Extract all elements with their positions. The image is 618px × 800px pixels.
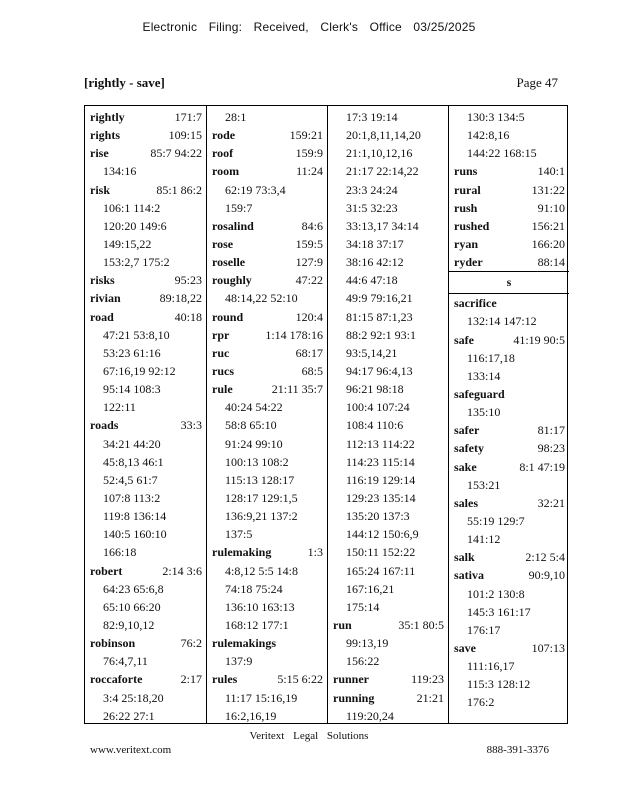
page-line-refs: 32:21 xyxy=(537,495,565,510)
page-line-refs xyxy=(559,385,565,403)
page-line-refs: 91:10 xyxy=(537,200,565,215)
index-term: rights xyxy=(90,128,120,143)
page-line-refs: 89:18,22 xyxy=(159,291,202,306)
page-line-refs-continued: 95:14 108:3 xyxy=(103,382,161,397)
page-line-refs-continued: 141:12 xyxy=(467,532,501,547)
page-line-refs-continued: 40:24 54:22 xyxy=(225,400,283,415)
page-line-refs-continued: 44:6 47:18 xyxy=(346,273,398,288)
index-term: rush xyxy=(454,200,478,215)
page-line-refs-continued: 4:8,12 5:5 14:8 xyxy=(225,563,299,578)
index-entry xyxy=(449,294,569,312)
index-entry xyxy=(207,144,327,162)
index-column-1 xyxy=(85,106,206,723)
page-line-refs: 33:3 xyxy=(180,418,202,433)
index-term: sake xyxy=(454,459,477,474)
page-line-refs-continued: 55:19 129:7 xyxy=(467,513,525,528)
page-line-refs: 21:11 35:7 xyxy=(271,382,323,397)
index-term: ruc xyxy=(212,345,230,360)
index-term: run xyxy=(333,617,352,632)
index-term: rose xyxy=(212,236,234,251)
page-line-refs-continued: 88:2 92:1 93:1 xyxy=(346,327,417,342)
index-term: rules xyxy=(212,672,238,687)
index-term: safeguard xyxy=(454,386,505,401)
page-line-refs-continued: 100:4 107:24 xyxy=(346,400,410,415)
page-line-refs xyxy=(317,634,323,652)
index-entry xyxy=(85,108,206,126)
page-line-refs-continued: 26:22 27:1 xyxy=(103,708,155,723)
page-line-refs-continued: 16:2,16,19 xyxy=(225,708,277,723)
index-entry xyxy=(85,562,206,580)
index-entry xyxy=(207,326,327,344)
page-line-refs: 127:9 xyxy=(295,255,323,270)
index-term: robert xyxy=(90,563,123,578)
index-term: rise xyxy=(90,146,109,161)
page-line-refs: 166:20 xyxy=(531,236,565,251)
index-entry xyxy=(85,308,206,326)
page-line-refs-continued: 111:16,17 xyxy=(467,659,515,674)
index-entry xyxy=(85,181,206,199)
page-line-refs-continued: 134:16 xyxy=(103,164,137,179)
page-line-refs-continued: 176:2 xyxy=(467,695,495,710)
page-line-refs-continued: 132:14 147:12 xyxy=(467,314,537,329)
page-line-refs: 98:23 xyxy=(537,441,565,456)
index-term: roselle xyxy=(212,255,246,270)
page-line-refs-continued: 28:1 xyxy=(225,110,247,124)
index-column-4 xyxy=(448,106,569,723)
page-line-refs-continued: 115:3 128:12 xyxy=(467,677,531,692)
page-line-refs-continued: 64:23 65:6,8 xyxy=(103,581,164,596)
page-line-refs-continued: 20:1,8,11,14,20 xyxy=(346,128,421,143)
page-line-refs: 159:5 xyxy=(295,236,323,251)
page-line-refs-continued: 53:23 61:16 xyxy=(103,345,161,360)
index-entry xyxy=(449,253,569,271)
page-line-refs: 159:9 xyxy=(295,146,323,161)
page-line-refs: 140:1 xyxy=(537,164,565,179)
page-line-refs-continued: 38:16 42:12 xyxy=(346,255,404,270)
index-entry xyxy=(85,289,206,307)
page-line-refs: 107:13 xyxy=(531,640,565,655)
page-line-refs-continued: 49:9 79:16,21 xyxy=(346,291,413,306)
index-term: roads xyxy=(90,418,119,433)
index-term: safety xyxy=(454,441,484,456)
index-entry xyxy=(85,670,206,688)
page-line-refs: 35:1 80:5 xyxy=(398,617,444,632)
page-line-refs-continued: 159:7 xyxy=(225,200,253,215)
page-line-refs-continued: 100:13 108:2 xyxy=(225,454,289,469)
footer-phone: 888-391-3376 xyxy=(486,744,549,756)
page-line-refs-continued: 91:24 99:10 xyxy=(225,436,283,451)
page-line-refs-continued: 168:12 177:1 xyxy=(225,617,289,632)
page-line-refs-continued: 107:8 113:2 xyxy=(103,490,161,505)
page-line-refs-continued: 93:5,14,21 xyxy=(346,345,398,360)
page-line-refs-continued: 120:20 149:6 xyxy=(103,218,167,233)
page-line-refs: 40:18 xyxy=(174,309,202,324)
page-line-refs-continued: 67:16,19 92:12 xyxy=(103,363,176,378)
page-line-refs-continued: 106:1 114:2 xyxy=(103,200,161,215)
page-line-refs-continued: 136:9,21 137:2 xyxy=(225,509,298,524)
page-line-refs: 8:1 47:19 xyxy=(519,459,565,474)
page-line-refs-continued: 11:17 15:16,19 xyxy=(225,690,298,705)
page-number: Page 47 xyxy=(516,75,558,90)
page-line-refs-continued: 76:4,7,11 xyxy=(103,654,148,669)
section-letter: s xyxy=(449,271,569,294)
index-entry xyxy=(328,670,448,688)
index-entry xyxy=(207,634,327,652)
footer-company: Veritext Legal Solutions xyxy=(249,730,369,742)
page-line-refs-continued: 21:17 22:14,22 xyxy=(346,164,419,179)
page-line-refs-continued: 33:13,17 34:14 xyxy=(346,218,419,233)
index-entry xyxy=(85,126,206,144)
page-line-refs: 1:3 xyxy=(307,545,323,560)
page-line-refs-continued: 122:11 xyxy=(103,400,136,415)
page-line-refs-continued: 137:9 xyxy=(225,654,253,669)
page-line-refs: 2:12 5:4 xyxy=(525,550,565,565)
page-line-refs: 85:1 86:2 xyxy=(156,182,202,197)
page-line-refs: 120:4 xyxy=(295,309,323,324)
index-entry xyxy=(449,162,569,180)
page-line-refs-continued: 108:4 110:6 xyxy=(346,418,404,433)
page-line-refs: 88:14 xyxy=(537,255,565,270)
page-line-refs-continued: 136:10 163:13 xyxy=(225,599,295,614)
page-line-refs-continued: 135:10 xyxy=(467,405,501,420)
page-line-refs-continued: 130:3 134:5 xyxy=(467,110,525,124)
index-entry xyxy=(449,566,569,584)
page-line-refs-continued: 114:23 115:14 xyxy=(346,454,415,469)
page-line-refs-continued: 47:21 53:8,10 xyxy=(103,327,170,342)
page-line-refs-continued: 144:22 168:15 xyxy=(467,146,537,161)
index-entry xyxy=(328,689,448,707)
page-line-refs: 156:21 xyxy=(531,218,565,233)
page-line-refs-continued: 145:3 161:17 xyxy=(467,604,531,619)
page-line-refs: 90:9,10 xyxy=(528,568,565,583)
page-line-refs-continued: 115:13 128:17 xyxy=(225,472,295,487)
page-line-refs-continued: 128:17 129:1,5 xyxy=(225,490,298,505)
index-term: sacrifice xyxy=(454,296,497,311)
page-line-refs: 171:7 xyxy=(174,110,202,124)
page-line-refs: 21:21 xyxy=(416,690,444,705)
page-line-refs: 76:2 xyxy=(180,636,202,651)
page-line-refs-continued: 165:24 167:11 xyxy=(346,563,416,578)
index-term: rucs xyxy=(212,363,234,378)
page-line-refs: 2:17 xyxy=(180,672,202,687)
index-entry xyxy=(449,181,569,199)
page-line-refs-continued: 101:2 130:8 xyxy=(467,586,525,601)
index-entry xyxy=(85,271,206,289)
page-line-refs-continued: 34:18 37:17 xyxy=(346,236,404,251)
index-term: roughly xyxy=(212,273,252,288)
index-term: rightly xyxy=(90,110,125,124)
page-line-refs: 159:21 xyxy=(289,128,323,143)
page-line-refs-continued: 150:11 152:22 xyxy=(346,545,416,560)
index-term: rushed xyxy=(454,218,490,233)
index-term: safer xyxy=(454,423,480,438)
index-entry xyxy=(207,670,327,688)
index-entry xyxy=(85,634,206,652)
index-term: risk xyxy=(90,182,111,197)
index-term: ryan xyxy=(454,236,478,251)
index-entry xyxy=(449,439,569,457)
page-line-refs xyxy=(559,294,565,312)
index-term: rode xyxy=(212,128,236,143)
page-line-refs-continued: 81:15 87:1,23 xyxy=(346,309,413,324)
index-entry xyxy=(449,331,569,349)
index-term: round xyxy=(212,309,244,324)
index-entry xyxy=(328,616,448,634)
index-entry xyxy=(207,126,327,144)
index-term: rivian xyxy=(90,291,121,306)
page-line-refs-continued: 48:14,22 52:10 xyxy=(225,291,298,306)
index-entry xyxy=(207,271,327,289)
index-entry xyxy=(207,308,327,326)
index-term: salk xyxy=(454,550,475,565)
index-term: safe xyxy=(454,332,474,347)
index-column-2 xyxy=(206,106,327,723)
index-term: rpr xyxy=(212,327,230,342)
index-entry xyxy=(449,199,569,217)
footer-website: www.veritext.com xyxy=(90,744,172,756)
index-entry xyxy=(207,235,327,253)
page-line-refs-continued: 176:17 xyxy=(467,622,501,637)
index-term: rulemaking xyxy=(212,545,272,560)
page-line-refs: 95:23 xyxy=(174,273,202,288)
page-line-refs-continued: 119:20,24 xyxy=(346,708,394,723)
index-entry xyxy=(449,235,569,253)
page-line-refs-continued: 82:9,10,12 xyxy=(103,617,155,632)
page-line-refs-continued: 116:17,18 xyxy=(467,350,515,365)
page-line-refs-continued: 23:3 24:24 xyxy=(346,182,398,197)
index-column-3 xyxy=(327,106,448,723)
page-line-refs-continued: 45:8,13 46:1 xyxy=(103,454,164,469)
index-entry xyxy=(449,494,569,512)
index-entry xyxy=(207,253,327,271)
page-line-refs-continued: 58:8 65:10 xyxy=(225,418,277,433)
page-line-refs: 131:22 xyxy=(531,182,565,197)
page-line-refs: 41:19 90:5 xyxy=(513,332,565,347)
index-term: ryder xyxy=(454,255,483,270)
page-line-refs-continued: 96:21 98:18 xyxy=(346,382,404,397)
index-entry xyxy=(449,385,569,403)
index-entry xyxy=(85,144,206,162)
index-entry xyxy=(85,416,206,434)
page-line-refs-continued: 65:10 66:20 xyxy=(103,599,161,614)
page-line-refs: 2:14 3:6 xyxy=(162,563,202,578)
word-index-table xyxy=(84,105,568,724)
page-line-refs: 119:23 xyxy=(411,672,444,687)
index-entry xyxy=(207,344,327,362)
index-entry xyxy=(449,217,569,235)
page-line-refs-continued: 137:5 xyxy=(225,527,253,542)
index-term: rural xyxy=(454,182,481,197)
index-entry xyxy=(207,380,327,398)
index-entry xyxy=(207,543,327,561)
page-line-refs: 84:6 xyxy=(301,218,323,233)
page-line-refs-continued: 99:13,19 xyxy=(346,636,389,651)
index-term: rulemakings xyxy=(212,636,277,651)
index-entry xyxy=(449,421,569,439)
index-entry xyxy=(449,639,569,657)
page-line-refs-continued: 119:8 136:14 xyxy=(103,509,167,524)
page-line-refs: 5:15 6:22 xyxy=(277,672,323,687)
page-line-refs-continued: 153:21 xyxy=(467,477,501,492)
index-term: risks xyxy=(90,273,115,288)
page-line-refs: 109:15 xyxy=(168,128,202,143)
page-line-refs: 68:5 xyxy=(301,363,323,378)
index-term: roof xyxy=(212,146,234,161)
index-term: sales xyxy=(454,495,478,510)
page-line-refs: 68:17 xyxy=(295,345,323,360)
page-line-refs-continued: 142:8,16 xyxy=(467,128,510,143)
index-term: runner xyxy=(333,672,369,687)
index-entry xyxy=(449,548,569,566)
index-term: robinson xyxy=(90,636,136,651)
index-term: rule xyxy=(212,382,233,397)
page-line-refs-continued: 31:5 32:23 xyxy=(346,200,398,215)
page-line-refs-continued: 135:20 137:3 xyxy=(346,509,410,524)
index-term: road xyxy=(90,309,114,324)
page-line-refs-continued: 3:4 25:18,20 xyxy=(103,690,164,705)
page-line-refs: 47:22 xyxy=(295,273,323,288)
page-line-refs-continued: 166:18 xyxy=(103,545,137,560)
index-term: sativa xyxy=(454,568,484,583)
page-line-refs-continued: 74:18 75:24 xyxy=(225,581,283,596)
page-line-refs: 11:24 xyxy=(296,164,323,179)
page-line-refs-continued: 52:4,5 61:7 xyxy=(103,472,158,487)
index-term: runs xyxy=(454,164,478,179)
page-line-refs-continued: 175:14 xyxy=(346,599,380,614)
index-term: save xyxy=(454,640,476,655)
page-line-refs-continued: 21:1,10,12,16 xyxy=(346,146,413,161)
index-term: room xyxy=(212,164,240,179)
page-line-refs-continued: 167:16,21 xyxy=(346,581,395,596)
filing-stamp: Electronic Filing: Received, Clerk's Office 03/25/2025 xyxy=(142,20,476,34)
index-entry xyxy=(207,162,327,180)
page-line-refs-continued: 94:17 96:4,13 xyxy=(346,363,413,378)
page-line-refs-continued: 153:2,7 175:2 xyxy=(103,255,170,270)
index-range-label: [rightly - save] xyxy=(84,75,165,90)
page-line-refs-continued: 129:23 135:14 xyxy=(346,490,416,505)
page-line-refs-continued: 144:12 150:6,9 xyxy=(346,527,419,542)
index-term: running xyxy=(333,690,375,705)
page-line-refs-continued: 17:3 19:14 xyxy=(346,110,398,124)
page-line-refs: 1:14 178:16 xyxy=(265,327,323,342)
page-line-refs: 85:7 94:22 xyxy=(150,146,202,161)
index-entry xyxy=(207,362,327,380)
page-line-refs-continued: 112:13 114:22 xyxy=(346,436,415,451)
page-line-refs-continued: 156:22 xyxy=(346,654,380,669)
page-line-refs-continued: 133:14 xyxy=(467,368,501,383)
page-line-refs-continued: 140:5 160:10 xyxy=(103,527,167,542)
index-entry xyxy=(449,458,569,476)
page-line-refs-continued: 149:15,22 xyxy=(103,236,152,251)
index-term: roccaforte xyxy=(90,672,143,687)
page-line-refs-continued: 62:19 73:3,4 xyxy=(225,182,286,197)
page-line-refs: 81:17 xyxy=(537,423,565,438)
index-entry xyxy=(207,217,327,235)
index-term: rosalind xyxy=(212,218,254,233)
page-line-refs-continued: 116:19 129:14 xyxy=(346,472,416,487)
page-line-refs-continued: 34:21 44:20 xyxy=(103,436,161,451)
